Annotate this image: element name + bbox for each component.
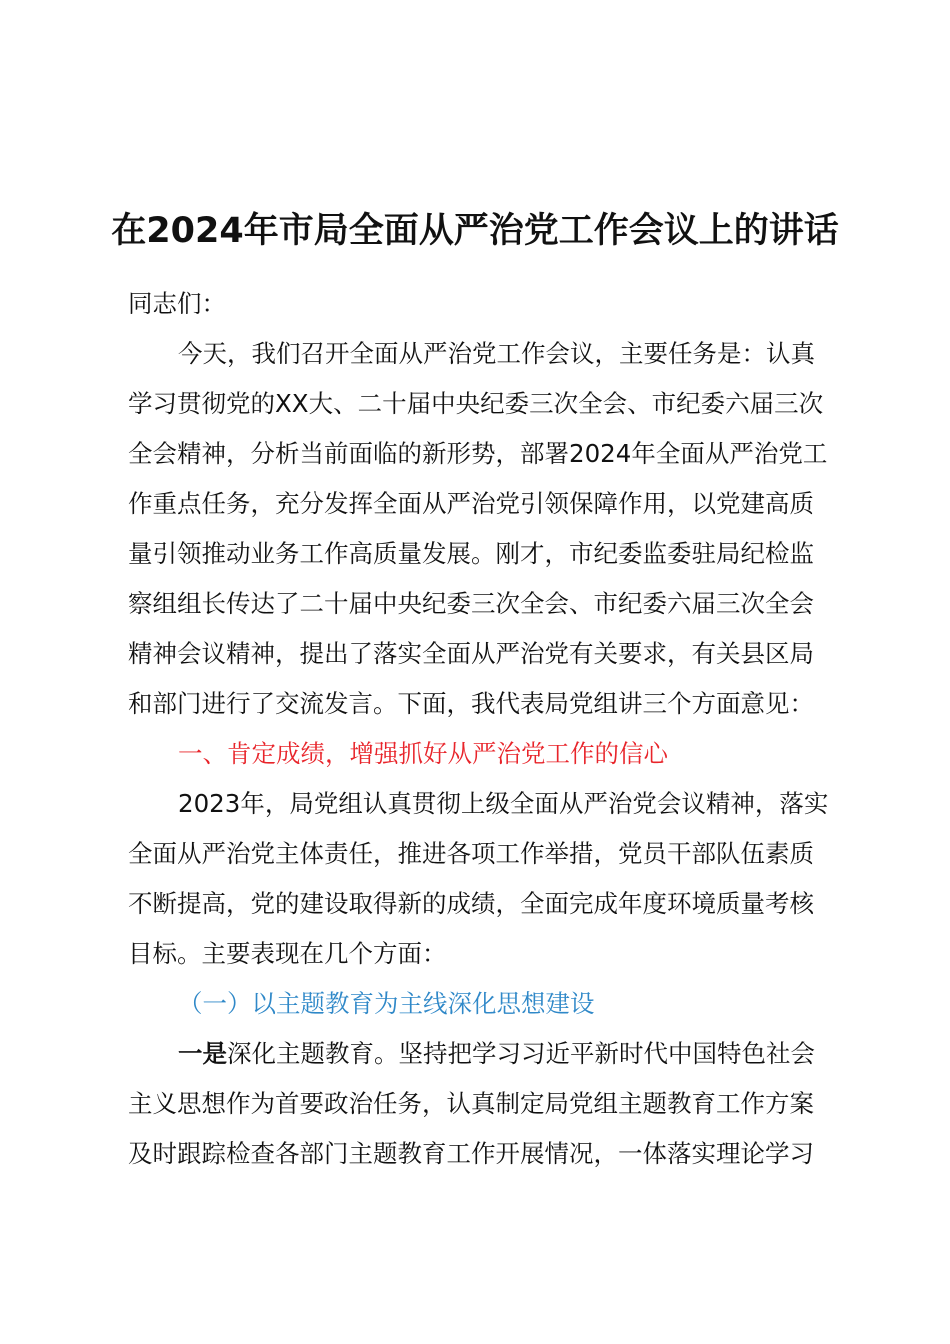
paragraph-line: 作重点任务，充分发挥全面从严治党引领保障作用，以党建高质 — [128, 489, 814, 518]
paragraph-line: 2023年，局党组认真贯彻上级全面从严治党会议精神，落实 — [178, 789, 829, 818]
section-heading: 一、肯定成绩，增强抓好从严治党工作的信心 — [178, 739, 668, 768]
paragraph-line: 精神会议精神，提出了落实全面从严治党有关要求，有关县区局 — [128, 639, 814, 668]
paragraph-line: 及时跟踪检查各部门主题教育工作开展情况，一体落实理论学习 — [128, 1139, 814, 1168]
paragraph-line: 和部门进行了交流发言。下面，我代表局党组讲三个方面意见： — [128, 689, 814, 718]
paragraph-line: 主义思想作为首要政治任务，认真制定局党组主题教育工作方案 — [128, 1089, 814, 1118]
paragraph-line: 今天，我们召开全面从严治党工作会议，主要任务是：认真 — [178, 339, 815, 368]
paragraph-line: 不断提高，党的建设取得新的成绩，全面完成年度环境质量考核 — [128, 889, 814, 918]
paragraph-line: 目标。主要表现在几个方面： — [128, 939, 447, 968]
paragraph-line: 全会精神，分析当前面临的新形势，部署2024年全面从严治党工 — [128, 439, 828, 468]
paragraph-line: 量引领推动业务工作高质量发展。刚才，市纪委监委驻局纪检监 — [128, 539, 814, 568]
paragraph-lead: 一是 — [178, 1039, 227, 1068]
salutation: 同志们： — [128, 289, 226, 318]
paragraph-line: 察组组长传达了二十届中央纪委三次全会、市纪委六届三次全会 — [128, 589, 814, 618]
paragraph-text: 深化主题教育。坚持把学习习近平新时代中国特色社会 — [227, 1039, 815, 1068]
paragraph-line: 学习贯彻党的XX大、二十届中央纪委三次全会、市纪委六届三次 — [128, 389, 824, 418]
paragraph-line — [178, 1036, 815, 1072]
subsection-heading: （一）以主题教育为主线深化思想建设 — [178, 989, 595, 1018]
document-title: 在2024年市局全面从严治党工作会议上的讲话 — [111, 211, 839, 251]
paragraph-line: 全面从严治党主体责任，推进各项工作举措，党员干部队伍素质 — [128, 839, 814, 868]
